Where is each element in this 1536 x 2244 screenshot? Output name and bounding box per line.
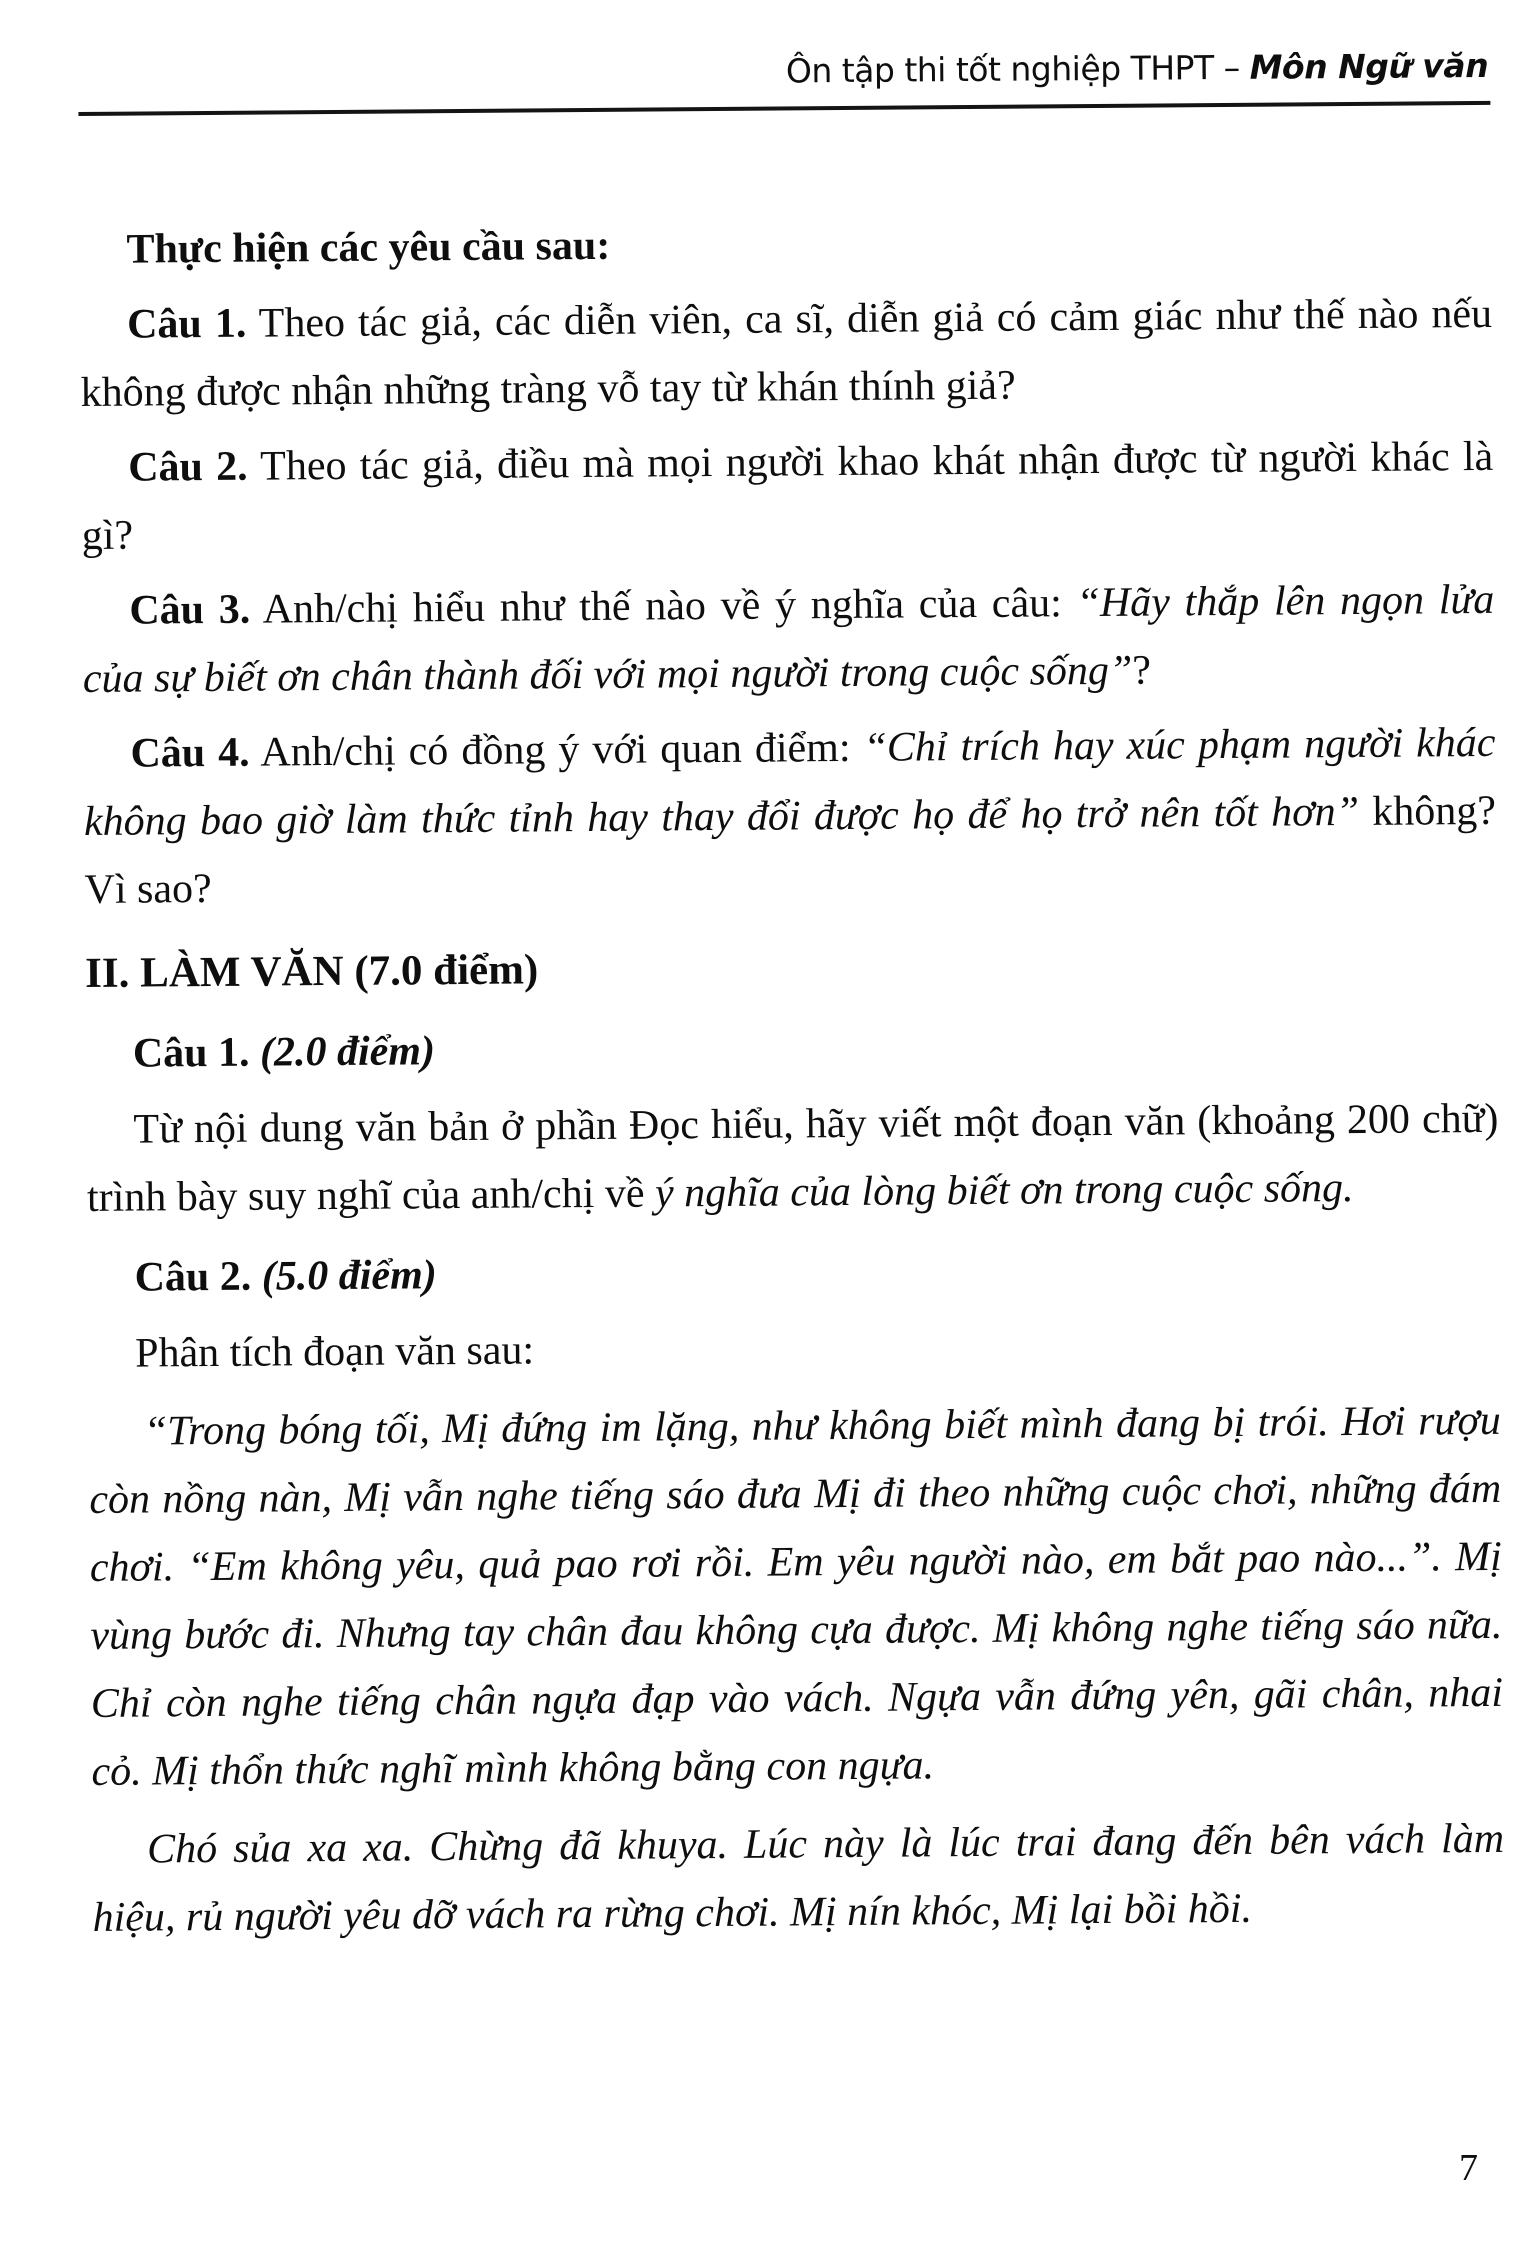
page-number: 7 bbox=[1459, 2147, 1478, 2189]
header-rule bbox=[78, 101, 1490, 116]
question-emphasis: ý nghĩa của lòng biết ơn trong cuộc sống. bbox=[654, 1165, 1354, 1217]
question-tail: không? Vì sao? bbox=[84, 787, 1497, 913]
reading-question-3 bbox=[82, 566, 1495, 713]
writing-question-2-label bbox=[87, 1233, 1499, 1312]
question-points: (5.0 điểm) bbox=[261, 1252, 437, 1300]
section-heading-lam-van: II. LÀM VĂN (7.0 điểm) bbox=[85, 946, 539, 997]
passage-paragraph-1: “Trong bóng tối, Mị đứng im lặng, như không biết mình đang bị trói. Hơi rượu còn nồng nàn, Mị vẫn nghe tiếng sáo đưa Mị đi theo những cuộc chơi, những đám chơi. “Em không yêu, quả pao rơi rồi. Em yêu người nào, em bắt pao nào...”. Mị vùng bước đi. Nhưng tay chân đau không cựa được. Mị không nghe tiếng sáo nữa. Chỉ còn nghe tiếng chân ngựa đạp vào vách. Ngựa vẫn đứng yên, gãi chân, nhai cỏ. Mị thổn thức nghĩ mình không bằng con ngựa. bbox=[89, 1397, 1504, 1795]
exam-body bbox=[79, 205, 1505, 1952]
question-quote: “Chỉ trích hay xúc phạm người khác không bao giờ làm thức tỉnh hay thay đổi được họ để họ trở nên tốt hơn” bbox=[83, 719, 1496, 845]
question-label: Câu 4. bbox=[130, 729, 250, 777]
writing-question-1-label bbox=[86, 1009, 1498, 1088]
question-label: Câu 2. bbox=[134, 1253, 252, 1301]
writing-question-1-text bbox=[86, 1085, 1499, 1232]
page-content bbox=[78, 45, 1505, 1962]
question-text: Anh/chị hiểu như thế nào về ý nghĩa của câu: bbox=[262, 580, 1062, 633]
question-text: Theo tác giả, các diễn viên, ca sĩ, diễn giả có cảm giác như thế nào nếu không được nhận những tràng vỗ tay từ khán thính giả? bbox=[80, 290, 1493, 416]
instruction-heading: Thực hiện các yêu cầu sau: bbox=[126, 222, 611, 273]
question-text: Từ nội dung văn bản ở phần Đọc hiểu, hãy viết một đoạn văn (khoảng 200 chữ) trình bày suy nghĩ của anh/chị về bbox=[86, 1095, 1499, 1221]
reading-question-4 bbox=[83, 709, 1497, 924]
question-text: Theo tác giả, điều mà mọi người khao khát nhận được từ người khác là gì? bbox=[81, 433, 1494, 559]
passage-paragraph-2: Chó sủa xa xa. Chừng đã khuya. Lúc này là lúc trai đang đến bên vách làm hiệu, rủ người yêu dỡ vách ra rừng chơi. Mị nín khóc, Mị lại bồi hồi. bbox=[92, 1815, 1505, 1941]
question-label: Câu 2. bbox=[128, 443, 248, 491]
question-text: Anh/chị có đồng ý với quan điểm: bbox=[260, 724, 851, 776]
question-label: Câu 1. bbox=[126, 300, 247, 348]
header-subject-title: Môn Ngữ văn bbox=[1249, 45, 1489, 87]
reading-question-1 bbox=[80, 280, 1493, 427]
question-quote: “Hãy thắp lên ngọn lửa của sự biết ơn chân thành đối với mọi người trong cuộc sống” bbox=[82, 576, 1495, 702]
question-tail: ? bbox=[1132, 647, 1152, 694]
question-label: Câu 1. bbox=[132, 1029, 250, 1077]
question-points: (2.0 điểm) bbox=[259, 1028, 436, 1076]
reading-question-2 bbox=[81, 423, 1494, 570]
question-label: Câu 3. bbox=[129, 586, 251, 634]
header-course-title: Ôn tập thi tốt nghiệp THPT – bbox=[785, 47, 1250, 91]
running-header bbox=[78, 45, 1490, 98]
writing-question-2-task: Phân tích đoạn văn sau: bbox=[135, 1327, 535, 1377]
